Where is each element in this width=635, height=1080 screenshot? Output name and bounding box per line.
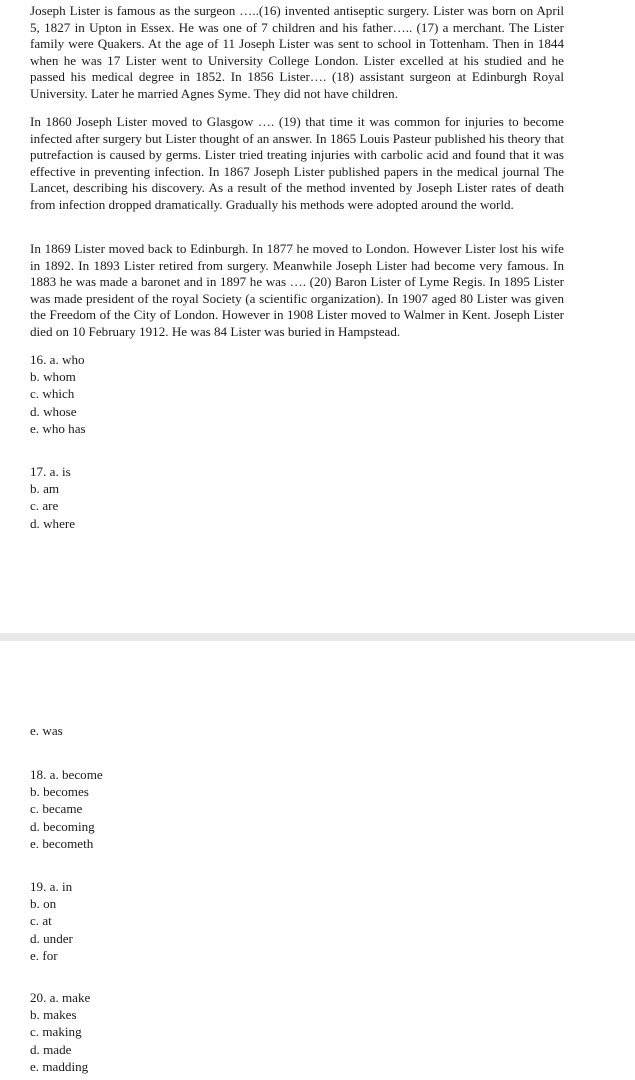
passage-paragraph-3: In 1869 Lister moved back to Edinburgh. In 1877 he moved to London. However Lister lost his wife in 1892. In 1893 Lister retired from surgery. Meanwhile Joseph Lister had become very famous. In 1883 he was made a baronet and in 1897 he was …. (20) Baron Lister of Lyme Regis. In 1895 Lister was made president of the royal Society (a scientific organization). In 1907 aged 80 Lister was given the Freedom of the City of London. However in 1908 Lister moved to Walmer in Kent. Joseph Lister died on 10 February 1912. He was 84 Lister was buried in Hampstead. <box>30 241 564 339</box>
question-17-option-b: b. am <box>30 481 60 497</box>
page-separator <box>0 633 635 641</box>
question-20-option-d: d. made <box>30 1041 72 1057</box>
question-20-option-c: c. making <box>30 1024 82 1040</box>
question-17-continued <box>30 722 330 739</box>
question-20 <box>30 989 330 1075</box>
question-18-option-d: d. becoming <box>30 818 95 834</box>
question-16-option-c: c. which <box>30 386 75 402</box>
passage-paragraph-1: Joseph Lister is famous as the surgeon …..(16) invented antiseptic surgery. Lister was born on April 5, 1827 in Upton in Essex. He was one of 7 children and his father….. (17) a merchant. The Lister family were Quakers. At the age of 11 Joseph Lister was sent to school in Tottenham. Then in 1844 when he was 17 Lister went to University College London. Lister excelled at his studied and he passed his medical degree in 1852. In 1856 Lister…. (18) assistant surgeon at Edinburgh Royal University. Later he married Agnes Syme. They did not have children. <box>30 3 564 101</box>
question-20-option-e: e. madding <box>30 1058 89 1074</box>
question-18-option-c: c. became <box>30 801 83 817</box>
question-19-option-a: 19. a. in <box>30 879 73 894</box>
question-19 <box>30 878 330 964</box>
question-20-option-a: 20. a. make <box>30 990 91 1005</box>
question-19-option-b: b. on <box>30 896 57 912</box>
question-17-option-c: c. are <box>30 498 59 514</box>
question-16-option-d: d. whose <box>30 403 77 419</box>
question-17 <box>30 463 330 532</box>
question-16 <box>30 351 330 437</box>
question-16-option-e: e. who has <box>30 420 86 436</box>
passage-paragraph-2: In 1860 Joseph Lister moved to Glasgow …. (19) that time it was common for injuries to become infected after surgery but Lister thought of an answer. In 1865 Louis Pasteur published his theory that putrefaction is caused by germs. Lister tried treating injuries with carbolic acid and found that it was effective in preventing infection. In 1867 Joseph Lister published papers in the medical journal The Lancet, describing his discovery. As a result of the method invented by Joseph Lister rates of death from infection dropped dramatically. Gradually his methods were adopted around the world. <box>30 114 564 212</box>
question-17-option-d: d. where <box>30 515 76 531</box>
question-19-option-d: d. under <box>30 930 73 946</box>
question-20-option-b: b. makes <box>30 1007 77 1023</box>
question-18 <box>30 766 330 852</box>
question-18-option-a: 18. a. become <box>30 767 103 782</box>
question-19-option-e: e. for <box>30 947 58 963</box>
question-16-option-a: 16. a. who <box>30 352 85 367</box>
question-16-option-b: b. whom <box>30 369 76 385</box>
question-18-option-b: b. becomes <box>30 784 89 800</box>
question-19-option-c: c. at <box>30 913 52 929</box>
question-18-option-e: e. becometh <box>30 835 94 851</box>
question-17-option-a: 17. a. is <box>30 464 71 479</box>
question-17-option-e: e. was <box>30 723 63 738</box>
